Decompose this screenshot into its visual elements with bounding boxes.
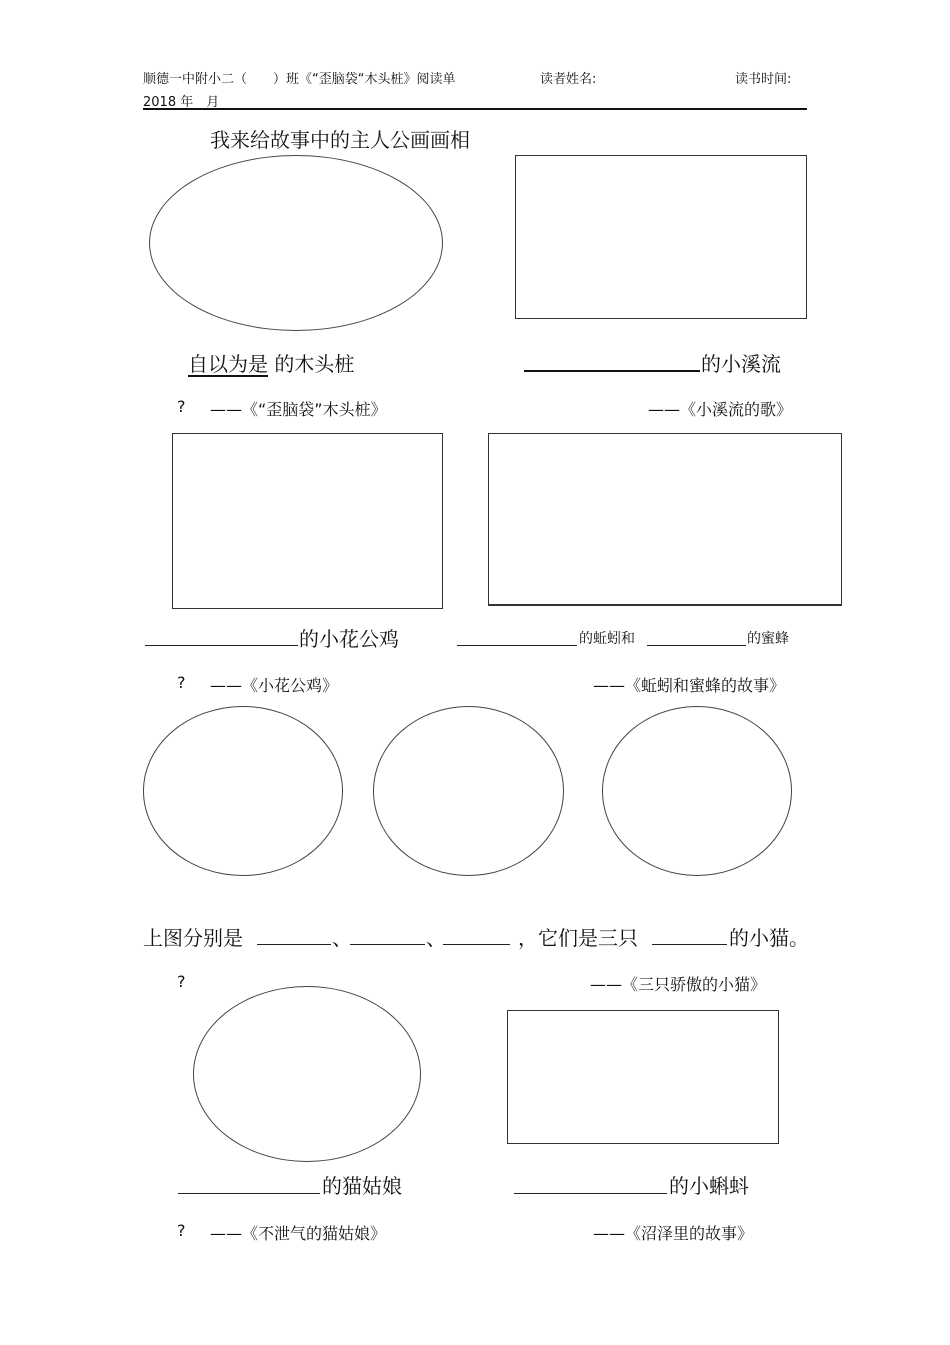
worm-answer-blank[interactable] — [457, 645, 577, 646]
cat-3-answer-blank[interactable] — [443, 944, 510, 945]
drawing-box-stream[interactable] — [515, 155, 807, 319]
drawing-box-tadpole[interactable] — [507, 1010, 779, 1144]
reading-time-label: 读书时间: — [735, 72, 792, 87]
rooster-answer-blank[interactable] — [145, 645, 298, 646]
bullet-mark: ? — [177, 673, 186, 692]
stump-filled-answer: 自以为是 — [188, 352, 268, 376]
cats-middle: ，它们是三只 — [518, 926, 638, 950]
stream-source: ——《小溪流的歌》 — [648, 400, 793, 419]
rooster-source: ——《小花公鸡》 — [210, 676, 339, 695]
drawing-circle-cat-1[interactable] — [143, 706, 343, 876]
stream-answer-blank[interactable] — [524, 370, 700, 372]
cats-prefix: 上图分别是 — [143, 926, 243, 950]
bee-answer-blank[interactable] — [647, 645, 746, 646]
cats-suffix: 的小猫。 — [729, 926, 809, 950]
cats-separator: 、 — [332, 926, 352, 950]
cat-girl-answer-blank[interactable] — [178, 1193, 320, 1194]
drawing-oval-cat-girl[interactable] — [193, 986, 421, 1162]
cats-separator: 、 — [426, 926, 446, 950]
worm-bee-middle: 的蚯蚓和 — [579, 631, 635, 647]
drawing-box-worm-bee[interactable] — [488, 433, 842, 606]
stream-suffix: 的小溪流 — [701, 352, 781, 376]
tadpole-source: ——《沼泽里的故事》 — [593, 1224, 754, 1243]
header-divider — [143, 108, 807, 110]
bullet-mark: ? — [177, 1221, 186, 1240]
worksheet-title: 顺德一中附小二（ ）班《“歪脑袋“木头桩》阅读单 — [143, 72, 456, 87]
cat-girl-source: ——《不泄气的猫姑娘》 — [210, 1224, 387, 1243]
bullet-mark: ? — [177, 397, 186, 416]
cats-source: ——《三只骄傲的小猫》 — [590, 975, 767, 994]
date-line: 2018 年 月 — [143, 95, 220, 110]
cats-trait-answer-blank[interactable] — [652, 944, 727, 945]
bullet-mark: ? — [177, 972, 186, 991]
cat-1-answer-blank[interactable] — [257, 944, 331, 945]
drawing-box-rooster[interactable] — [172, 433, 443, 609]
worm-bee-source: ——《蚯蚓和蜜蜂的故事》 — [593, 676, 786, 695]
cat-girl-suffix: 的猫姑娘 — [322, 1174, 402, 1198]
section-title: 我来给故事中的主人公画画相 — [210, 128, 470, 152]
cat-2-answer-blank[interactable] — [350, 944, 425, 945]
stump-source: ——《“歪脑袋”木头桩》 — [210, 400, 387, 419]
reader-name-label: 读者姓名: — [540, 72, 597, 87]
rooster-suffix: 的小花公鸡 — [299, 627, 399, 651]
drawing-circle-cat-3[interactable] — [602, 706, 792, 876]
stump-label — [188, 348, 354, 377]
drawing-circle-cat-2[interactable] — [373, 706, 564, 876]
worm-bee-suffix: 的蜜蜂 — [747, 631, 789, 647]
tadpole-suffix: 的小蝌蚪 — [669, 1174, 749, 1198]
stump-suffix: 的木头桩 — [274, 352, 355, 376]
drawing-oval-stump[interactable] — [149, 155, 443, 331]
tadpole-answer-blank[interactable] — [514, 1193, 667, 1194]
